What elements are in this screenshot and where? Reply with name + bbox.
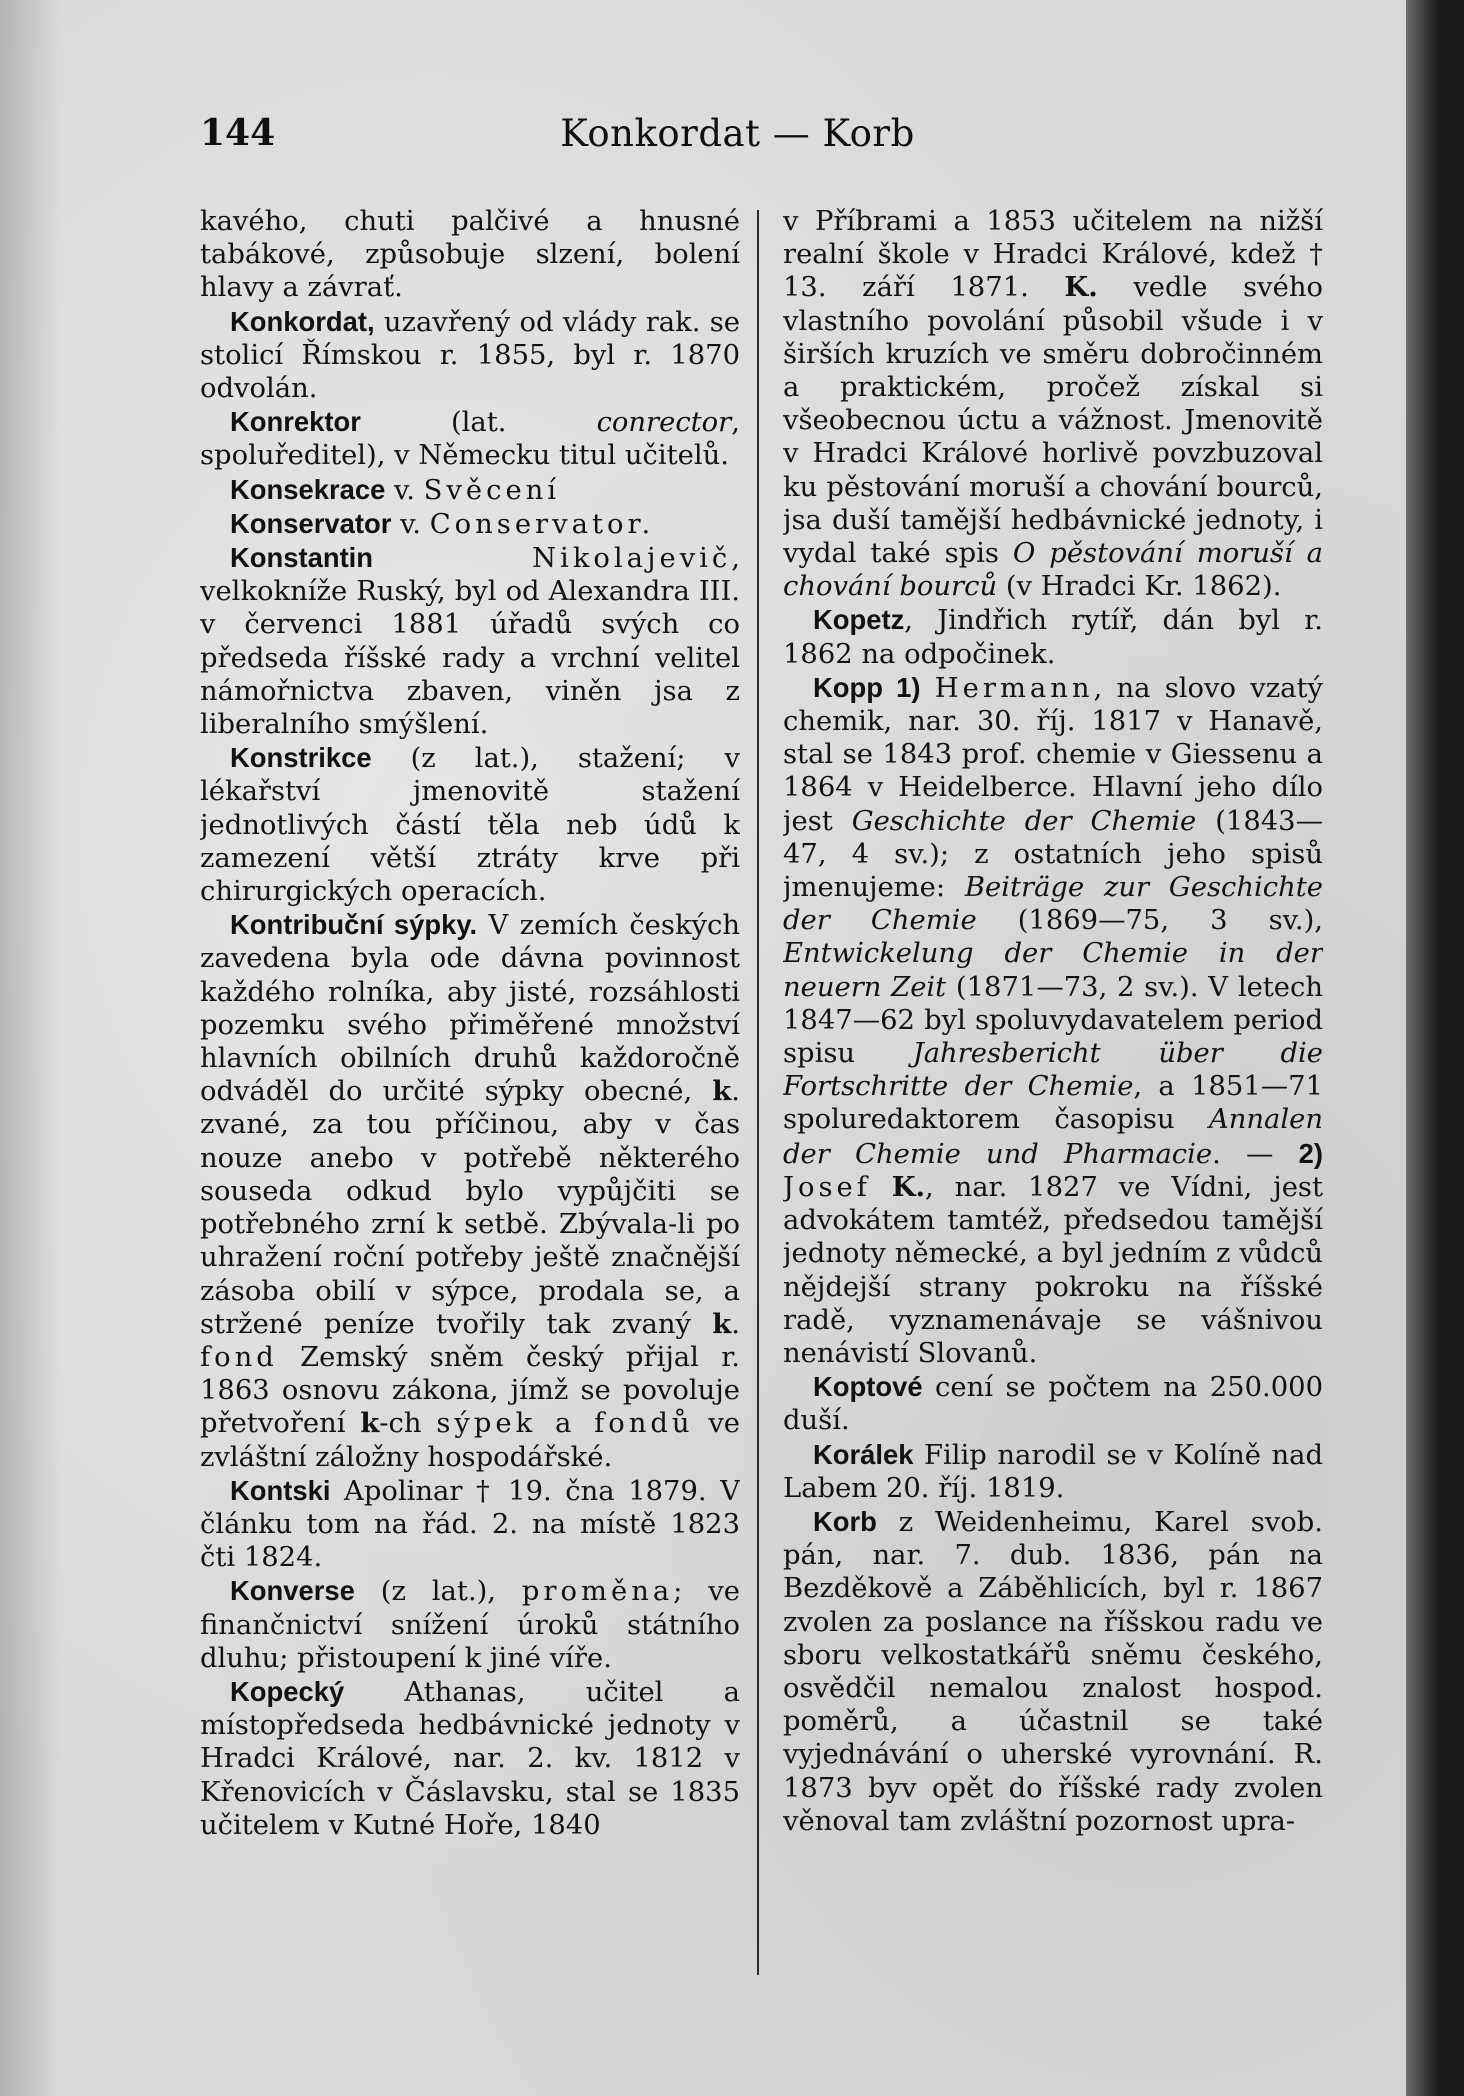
entry-text: (1871—73, 2 sv.). V letech 1847—62 byl spoluvydavatelem period spisu (783, 971, 1323, 1070)
entry-text: v. (385, 474, 424, 506)
spaced-name: Josef (783, 1171, 871, 1203)
entry-text: Apolinar † 19. čna 1879. V článku tom na řád. 2. na místě 1823 čti 1824. (200, 1475, 740, 1574)
entry-text: Filip narodil se v Kolíně nad Labem 20. říj. 1819. (783, 1439, 1323, 1504)
binding-shadow (0, 0, 60, 2096)
entry-text: , Jindřich rytíř, dán byl r. 1862 na odpočinek. (783, 605, 1323, 670)
entry-continuation (783, 205, 1323, 603)
spaced-name: Nikolajevič (532, 543, 732, 575)
column-divider (757, 210, 759, 1975)
left-column (200, 205, 740, 1975)
right-column (783, 205, 1323, 1975)
headword: Konrektor (230, 406, 361, 438)
entry-text: v. (391, 508, 430, 540)
entry-text: z Weidenheimu, Karel svob. pán, nar. 7. dub. 1836, pán na Bezděkově a Záběhlicích, byl r. 1867 zvolen za poslance na říšskou radu ve sboru velkostatkářů sněmu českého, osvědčil nemalou znalost hospod. poměrů, a účastnil se také vyjednávání o uherské vyrovnání. R. 1873 byv opět do říšské rady zvolen věnoval tam zvláštní pozornost upra- (783, 1506, 1323, 1837)
headword: Koptové (813, 1371, 923, 1403)
book-title: Geschichte der Chemie (851, 805, 1197, 837)
book-title: Annalen der Chemie und Pharmacie (783, 1104, 1323, 1170)
headword: Konstantin (230, 542, 374, 574)
cross-reference: Svěcení (423, 474, 561, 506)
entry-kontski (200, 1474, 740, 1575)
entry-continuation: kavého, chuti palčivé a hnusné tabákové, způsobuje slzení, bolení hlavy a závrať. (200, 206, 740, 304)
headword: Konstrikce (230, 742, 372, 774)
headword: Kopp 1) (813, 671, 921, 703)
entry-konrektor (200, 405, 740, 472)
entry-text: (1869—75, 3 sv.), (976, 905, 1323, 937)
headword: Korálek (813, 1438, 914, 1470)
latin-term: conrector (596, 407, 732, 439)
spaced-name: Hermann (934, 672, 1094, 704)
entry-text (871, 1172, 892, 1203)
entry-text: . — (1212, 1138, 1299, 1170)
entry-text: , velkokníže Ruský, byl od Alexandra III. v červenci 1881 úřadů svých co předseda říšské rady a vrchní velitel námořnictva zbaven, viněn jsa z liberalního smýšlení. (200, 543, 740, 741)
headword: Kontski (230, 1474, 331, 1506)
book-title: Jahresbericht über die Fortschritte der Chemie (783, 1038, 1323, 1103)
entry-kopp (783, 671, 1323, 1370)
entry-text: v Příbrami a 1853 učitelem na nižší realní škole v Hradci Králové, kdež † 13. září 1871. (783, 206, 1323, 304)
entry-text: (z lat.), stažení; v lékařství jmenovitě stažení jednotlivých částí těla neb údů k zamezení větší ztráty krve při chirurgických operacích. (200, 743, 740, 908)
entry-koptove (783, 1370, 1323, 1437)
entry-text: (lat. (360, 407, 597, 439)
running-head (200, 112, 1275, 168)
running-title: Konkordat — Korb (560, 112, 915, 155)
headword: Kopetz (813, 604, 905, 636)
entry-koralek (783, 1438, 1323, 1505)
headword: Kontribuční sýpky. (230, 909, 478, 941)
headword: Korb (813, 1505, 877, 1537)
page-number: 144 (200, 112, 276, 154)
entry-text: , spoluředitel), v Německu titul učitelů. (200, 407, 740, 472)
entry-kopecky (200, 1675, 740, 1842)
entry-kopetz (783, 603, 1323, 670)
entry-text: , na slovo vzatý chemik, nar. 30. říj. 1817 v Hanavě, stal se 1843 prof. chemie v Giessenu a 1864 v Heidelberce. Hlavní jeho dílo jest (783, 672, 1323, 837)
entry-konservator (200, 507, 740, 541)
entry-konkordat (200, 305, 740, 406)
entry-text: (v Hradci Kr. 1862). (997, 571, 1282, 603)
entry-konsekrace (200, 473, 740, 507)
entry-konstrikce (200, 741, 740, 908)
spaced-term: fond (200, 1341, 278, 1373)
entry-text: -ch (379, 1408, 437, 1440)
entry-kontribucni-sypky (200, 908, 740, 1473)
entry-text: , nar. 1827 ve Vídni, jest advokátem tamtéž, předsedou tamější jednoty německé, a byl jedním z vůdců nějdejší strany pokroku na říšské radě, vyznamenávaje se vášnivou nenávistí Slovanů. (783, 1171, 1323, 1369)
entry-text: uzavřený od vlády rak. se stolicí Římskou r. 1855, byl r. 1870 odvolán. (200, 306, 740, 405)
entry-konstantin (200, 541, 740, 741)
entry-text: ; ve finančnictví snížení úroků státního dluhu; přistoupení k jiné víře. (200, 1576, 740, 1674)
entry-konverse (200, 1574, 740, 1675)
spaced-term: sýpek a fondů (436, 1408, 694, 1440)
page-edge-shadow (1406, 0, 1440, 2096)
entry-text: . zvané, za tou příčinou, aby v čas nouze anebo v potřebě některého souseda odkud bylo vypůjčiti se potřebného zrní k setbě. Zbývala-li po uhražení roční potřeby ještě značnější zásoba obilí v sýpce, prodala se, a stržené peníze tvořily tak zvaný (200, 1076, 740, 1340)
headword: Kopecký (230, 1675, 345, 1707)
book-title: Entwickelung der Chemie in der neuern Zeit (783, 938, 1323, 1003)
abbrev-k: k (712, 1307, 732, 1340)
entry-text (373, 543, 532, 574)
entry-text: Athanas, učitel a místopředseda hedbávnické jednoty v Hradci Králové, nar. 2. kv. 1812 v Křenovicích v Čáslavsku, stal se 1835 učitelem v Kutné Hoře, 1840 (200, 1676, 740, 1841)
abbrev-k: K. (1064, 271, 1098, 304)
entry-korb (783, 1505, 1323, 1838)
entry-text: V zemích českých zavedena byla ode dávna povinnost každého rolníka, aby jisté, rozsáhlosti pozemku svého přiměřené množství hlavních obilních druhů každoročně odváděl do určité sýpky obecné, (200, 910, 740, 1108)
entry-text: vedle svého vlastního povolání působil všude i v širších kruzích ve směru dobročinném a praktickém, pročež získal si všeobecnou úctu a vážnost. Jmenovitě v Hradci Králové horlivě povzbuzoval ku pěstování moruší a chování bourců, jsa duší tamější hedbávnické jednoty, i vydal také spis (783, 272, 1323, 570)
headword: Konkordat, (230, 305, 375, 337)
entry-text: ve zvláštní záložny hospodářské. (200, 1408, 740, 1473)
headword: Konservator (230, 507, 392, 539)
entry-text: . (731, 1308, 740, 1340)
headword: Konsekrace (230, 473, 386, 505)
abbrev-k: K. (891, 1170, 926, 1203)
book-title: Beiträge zur Geschichte der Chemie (783, 872, 1323, 937)
sub-entry-number: 2) (1298, 1137, 1323, 1169)
entry-text: (1843—47, 4 sv.); z ostatních jeho spisů jmenujeme: (783, 805, 1323, 904)
spaced-term: proměna (521, 1576, 674, 1608)
entry-text: , a 1851—71 spoluredaktorem časopisu (783, 1071, 1323, 1136)
entry-text: cení se počtem na 250.000 duší. (783, 1372, 1323, 1437)
entry-text: (z lat.), (354, 1576, 522, 1608)
book-title: O pěstování moruší a chování bourců (783, 538, 1323, 603)
abbrev-k: k (360, 1407, 380, 1440)
headword: Konverse (230, 1575, 355, 1607)
entry-text: Zemský sněm český přijal r. 1863 osnovu zákona, jímž se povoluje přetvoření (200, 1341, 740, 1440)
abbrev-k: k (712, 1075, 732, 1108)
cross-reference: Conservator. (429, 508, 655, 540)
